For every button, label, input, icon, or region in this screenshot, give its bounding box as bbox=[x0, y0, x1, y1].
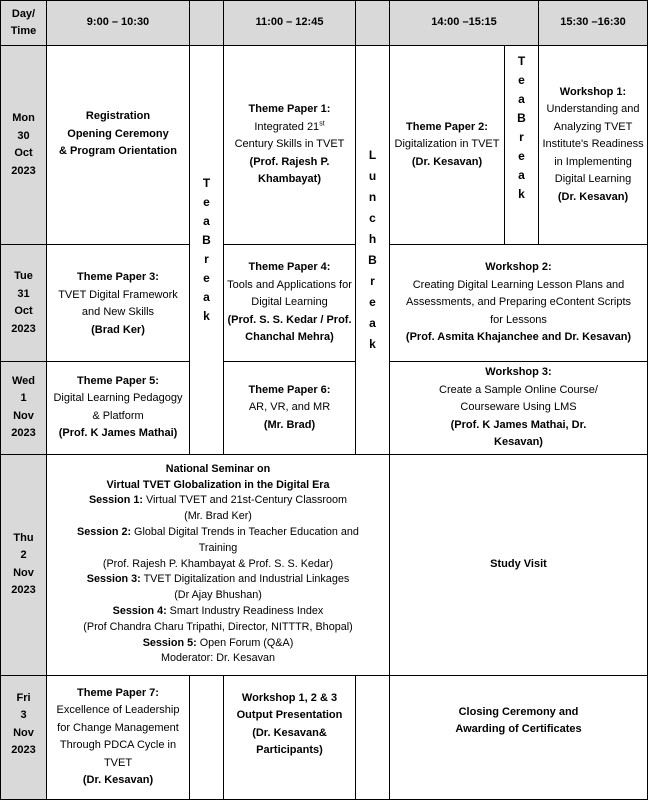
header-slot-3: 14:00 –15:15 bbox=[390, 1, 539, 46]
fri-closing-ceremony: Closing Ceremony and Awarding of Certificates bbox=[390, 675, 648, 799]
row-mon bbox=[1, 46, 648, 245]
tea-break-afternoon: T e a B r e a k bbox=[505, 46, 539, 245]
fri-break-blank-1 bbox=[190, 675, 224, 799]
day-cell-thu: Thu 2 Nov 2023 bbox=[1, 454, 47, 675]
row-thu bbox=[1, 454, 648, 675]
mon-slot-4: Workshop 1: Understanding and Analyzing TVET Institute's Readiness in Implementing Digital Learning (Dr. Kesavan) bbox=[539, 46, 648, 245]
header-blank-1 bbox=[190, 1, 224, 46]
row-wed bbox=[1, 362, 648, 455]
day-cell-fri: Fri 3 Nov 2023 bbox=[1, 675, 47, 799]
mon-slot-1: Registration Opening Ceremony & Program Orientation bbox=[47, 46, 190, 245]
tue-slot-3: Workshop 2: Creating Digital Learning Lesson Plans and Assessments, and Preparing eContent Scripts for Lessons (Prof. Asmita Khajanchee and Dr. Kesavan) bbox=[390, 245, 648, 362]
header-slot-4: 15:30 –16:30 bbox=[539, 1, 648, 46]
header-day-time: Day/ Time bbox=[1, 1, 47, 46]
row-fri bbox=[1, 675, 648, 799]
fri-slot-2: Workshop 1, 2 & 3 Output Presentation (Dr. Kesavan& Participants) bbox=[224, 675, 356, 799]
wed-slot-3: Workshop 3: Create a Sample Online Course/ Courseware Using LMS (Prof. K James Mathai, Dr. Kesavan) bbox=[390, 362, 648, 455]
day-cell-wed: Wed 1 Nov 2023 bbox=[1, 362, 47, 455]
wed-slot-1: Theme Paper 5: Digital Learning Pedagogy & Platform (Prof. K James Mathai) bbox=[47, 362, 190, 455]
mon-slot-3: Theme Paper 2: Digitalization in TVET (Dr. Kesavan) bbox=[390, 46, 505, 245]
header-slot-1: 9:00 – 10:30 bbox=[47, 1, 190, 46]
fri-slot-1: Theme Paper 7: Excellence of Leadership for Change Management Through PDCA Cycle in TVET (Dr. Kesavan) bbox=[47, 675, 190, 799]
lunch-break: L u n c h B r e a k bbox=[356, 46, 390, 455]
tea-break-morning: T e a B r e a k bbox=[190, 46, 224, 455]
thu-study-visit: Study Visit bbox=[390, 454, 648, 675]
thu-national-seminar: National Seminar on Virtual TVET Globalization in the Digital Era Session 1: Virtual TVET and 21st-Century Classroom (Mr. Brad Ker) Session 2: Global Digital Trends in Teacher Education and Training (Prof. Rajesh P. Khambayat & Prof. S. S. Kedar) Session 3: TVET Digitalization and Industrial Linkages (Dr Ajay Bhushan) Session 4: Smart Industry Readiness Index (Prof Chandra Charu Tripathi, Director, NITTTR, Bhopal) Session 5: Open Forum (Q&A) Moderator: Dr. Kesavan bbox=[47, 454, 390, 675]
wed-slot-2: Theme Paper 6: AR, VR, and MR (Mr. Brad) bbox=[224, 362, 356, 455]
day-cell-mon: Mon 30 Oct 2023 bbox=[1, 46, 47, 245]
day-cell-tue: Tue 31 Oct 2023 bbox=[1, 245, 47, 362]
header-blank-2 bbox=[356, 1, 390, 46]
header-slot-2: 11:00 – 12:45 bbox=[224, 1, 356, 46]
tue-slot-1: Theme Paper 3: TVET Digital Framework and New Skills (Brad Ker) bbox=[47, 245, 190, 362]
tue-slot-2: Theme Paper 4: Tools and Applications for Digital Learning (Prof. S. S. Kedar / Prof. Chanchal Mehra) bbox=[224, 245, 356, 362]
fri-break-blank-2 bbox=[356, 675, 390, 799]
header-row bbox=[1, 1, 648, 46]
mon-slot-2: Theme Paper 1: Integrated 21st Century Skills in TVET (Prof. Rajesh P. Khambayat) bbox=[224, 46, 356, 245]
row-tue bbox=[1, 245, 648, 362]
